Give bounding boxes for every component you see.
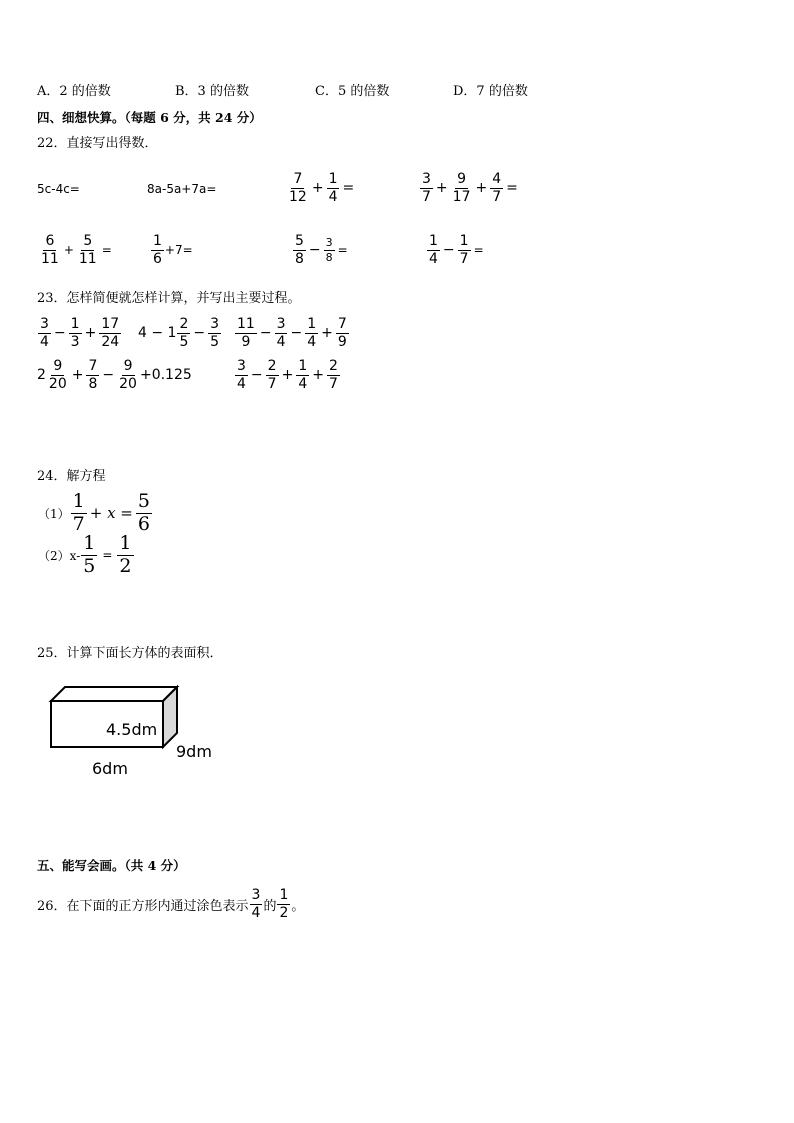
- fraction: $\frac{5}{6}$: [137, 490, 150, 535]
- q22-expr-7: $\frac{5}{8}$ − $\frac{3}{8}$ =: [295, 233, 348, 267]
- height-label: 4.5dm: [106, 720, 158, 739]
- cuboid-figure: [45, 683, 185, 753]
- fraction: $\frac{1}{4}$: [307, 316, 317, 350]
- fraction: $\frac{9}{20}$: [119, 358, 137, 392]
- fraction: $\frac{3}{4}$: [40, 316, 49, 350]
- q23-expr-4: 2 $\frac{9}{20}$ + $\frac{7}{8}$ − $\frac{9}{20}$ +0.125: [37, 358, 192, 392]
- fraction: $\frac{3}{4}$: [276, 316, 286, 350]
- fraction: $\frac{6}{11}$: [41, 233, 59, 267]
- fraction: $\frac{17}{24}$: [101, 316, 120, 350]
- fraction: $\frac{1}{2}$: [279, 887, 289, 921]
- fraction: $\frac{11}{9}$: [237, 316, 255, 350]
- question-26: 26．在下面的正方形内通过涂色表示 $\frac{3}{4}$ 的 $\frac{1}{2}$ 。: [37, 887, 305, 921]
- depth-label: 9dm: [176, 742, 212, 761]
- cuboid-top-face: [51, 687, 177, 701]
- option-b: B．3 的倍数: [175, 84, 249, 99]
- fraction: $\frac{3}{7}$: [422, 171, 431, 205]
- fraction: $\frac{1}{2}$: [119, 532, 132, 577]
- q24-equation-2: （2）x- $\frac{1}{5}$ = $\frac{1}{2}$: [38, 532, 132, 577]
- fraction: $\frac{5}{8}$: [295, 233, 304, 267]
- option-d: D．7 的倍数: [453, 84, 528, 99]
- fraction: $\frac{2}{5}$: [179, 316, 189, 350]
- option-c: C．5 的倍数: [315, 84, 390, 99]
- section-4-heading: 四、细想快算。（每题 6 分，共 24 分）: [37, 110, 262, 125]
- fraction: $\frac{9}{17}$: [452, 171, 471, 205]
- fraction: $\frac{4}{7}$: [492, 171, 502, 205]
- q22-expr-1: 5c-4c=: [37, 182, 80, 196]
- q24-equation-1: （1） $\frac{1}{7}$ + x = $\frac{5}{6}$: [38, 490, 150, 535]
- fraction: $\frac{3}{4}$: [251, 887, 261, 921]
- fraction: $\frac{3}{8}$: [325, 236, 333, 264]
- question-24-title: 24．解方程: [37, 469, 106, 484]
- fraction: $\frac{1}{7}$: [459, 233, 469, 267]
- fraction: $\frac{9}{20}$: [48, 358, 67, 392]
- q22-expr-2: 8a-5a+7a=: [147, 182, 217, 196]
- q22-expr-3: $\frac{7}{12}$ + $\frac{1}{4}$ =: [289, 171, 355, 205]
- fraction: $\frac{3}{5}$: [210, 316, 220, 350]
- fraction: $\frac{7}{12}$: [289, 171, 307, 205]
- fraction: $\frac{3}{4}$: [237, 358, 246, 392]
- fraction: $\frac{2}{7}$: [267, 358, 277, 392]
- q22-expr-5: $\frac{6}{11}$ + $\frac{5}{11}$ =: [41, 233, 112, 267]
- fraction: $\frac{7}{8}$: [88, 358, 98, 392]
- fraction: $\frac{7}{9}$: [337, 316, 347, 350]
- q23-expr-3: $\frac{11}{9}$ − $\frac{3}{4}$ − $\frac{1}{4}$ + $\frac{7}{9}$: [237, 316, 347, 350]
- q23-expr-2: 4 − 1 $\frac{2}{5}$ − $\frac{3}{5}$: [138, 316, 220, 350]
- q22-expr-8: $\frac{1}{4}$ − $\frac{1}{7}$ =: [429, 233, 484, 267]
- fraction: $\frac{1}{6}$: [153, 233, 162, 267]
- fraction: $\frac{1}{4}$: [429, 233, 438, 267]
- q22-expr-4: $\frac{3}{7}$ + $\frac{9}{17}$ + $\frac{4}{7}$ =: [422, 171, 518, 205]
- fraction: $\frac{1}{5}$: [83, 532, 96, 577]
- q23-expr-5: $\frac{3}{4}$ − $\frac{2}{7}$ + $\frac{1}{4}$ + $\frac{2}{7}$: [237, 358, 338, 392]
- question-23-title: 23．怎样简便就怎样计算，并写出主要过程。: [37, 291, 301, 306]
- length-label: 6dm: [92, 759, 128, 778]
- fraction: $\frac{1}{4}$: [328, 171, 338, 205]
- q23-expr-1: $\frac{3}{4}$ − $\frac{1}{3}$ + $\frac{17}{24}$: [40, 316, 120, 350]
- section-5-heading: 五、能写会画。（共 4 分）: [37, 858, 186, 873]
- fraction: $\frac{1}{3}$: [70, 316, 80, 350]
- fraction: $\frac{2}{7}$: [328, 358, 338, 392]
- fraction: $\frac{1}{4}$: [298, 358, 308, 392]
- fraction: $\frac{5}{11}$: [78, 233, 97, 267]
- question-22-title: 22．直接写出得数．: [37, 136, 158, 151]
- q22-expr-6: $\frac{1}{6}$ +7=: [153, 233, 193, 267]
- fraction: $\frac{1}{7}$: [72, 490, 85, 535]
- question-25-title: 25．计算下面长方体的表面积．: [37, 646, 223, 661]
- option-a: A．2 的倍数: [37, 84, 111, 99]
